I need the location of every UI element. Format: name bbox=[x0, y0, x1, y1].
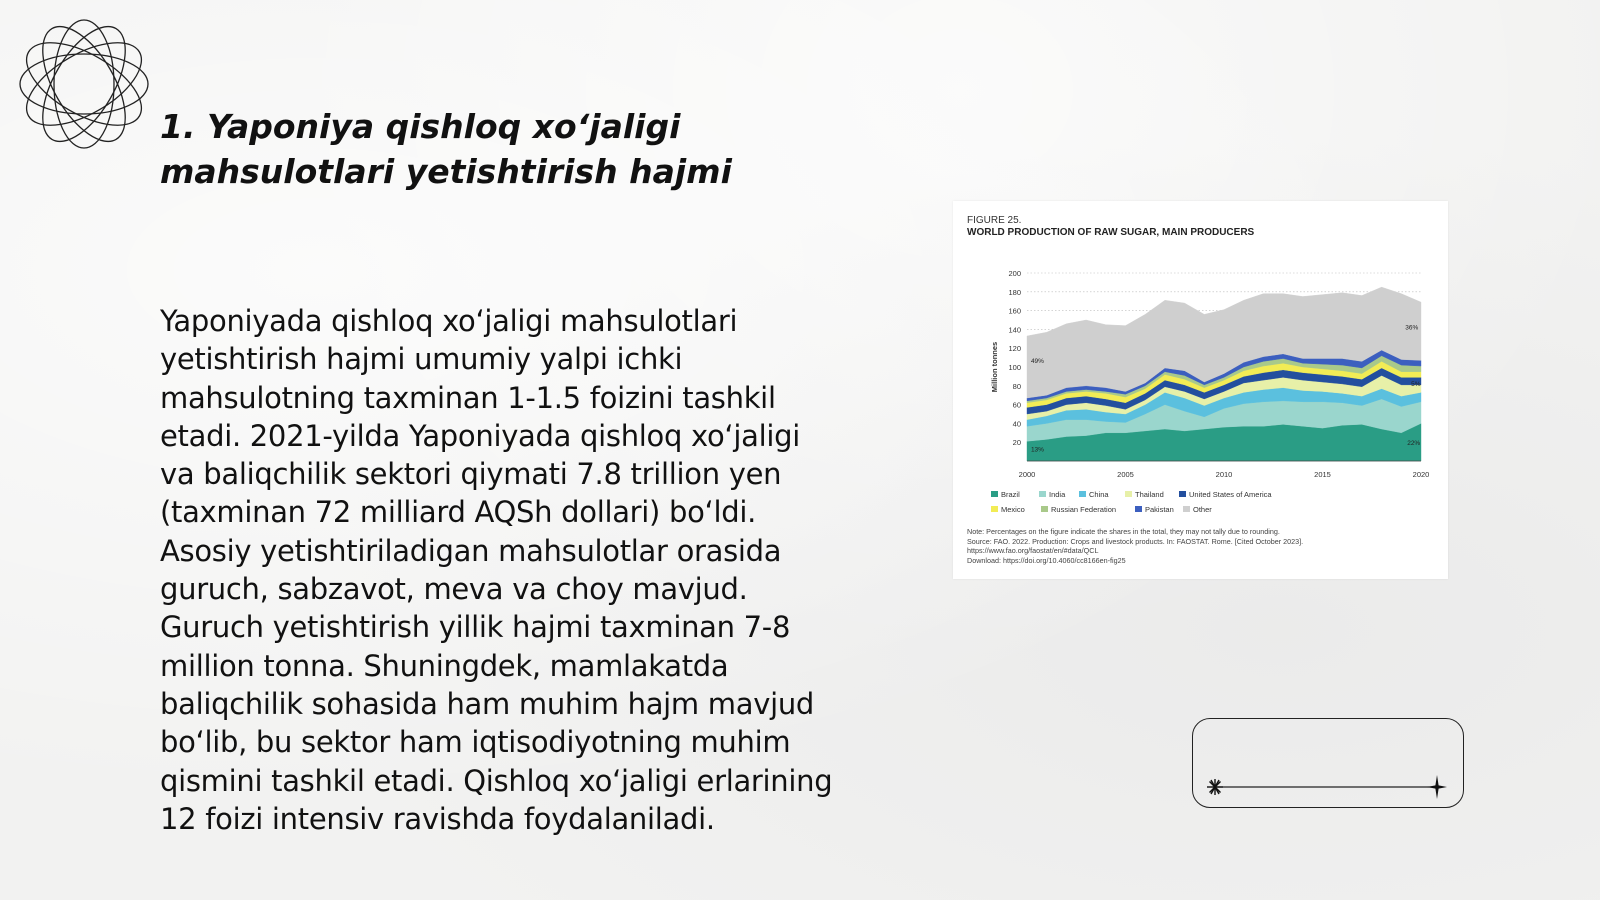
stacked-area-chart bbox=[953, 201, 1448, 531]
circle-rosette-icon bbox=[10, 10, 158, 158]
y-tick-label: 180 bbox=[1008, 287, 1021, 297]
legend-label: Brazil bbox=[1001, 490, 1020, 499]
legend-swatch bbox=[1179, 491, 1186, 497]
y-tick-label: 60 bbox=[1012, 400, 1021, 410]
figure-number: FIGURE 25. bbox=[967, 215, 1022, 226]
figure-note-line: Download: https://doi.org/10.4060/cc8166en-fig25 bbox=[967, 555, 1126, 565]
data-label: 36% bbox=[1405, 324, 1419, 332]
legend-label: Pakistan bbox=[1145, 505, 1174, 514]
y-tick-label: 40 bbox=[1012, 419, 1021, 429]
decorative-pill bbox=[1192, 718, 1464, 808]
figure-note-line: Source: FAO. 2022. Production: Crops and livestock products. In: FAOSTAT. Rome. [Cited October 2023]. bbox=[967, 536, 1304, 546]
y-tick-label: 80 bbox=[1012, 381, 1021, 391]
y-tick-label: 140 bbox=[1008, 325, 1021, 335]
figure-note bbox=[967, 527, 1437, 565]
sparkle-line bbox=[1191, 717, 1463, 807]
x-tick-label: 2015 bbox=[1314, 470, 1331, 479]
legend-swatch bbox=[1183, 506, 1190, 512]
four-point-star-icon bbox=[1427, 775, 1447, 799]
y-axis-label: Million tonnes bbox=[990, 341, 999, 393]
legend-swatch bbox=[1125, 491, 1132, 497]
figure-title: WORLD PRODUCTION OF RAW SUGAR, MAIN PRODUCERS bbox=[967, 227, 1255, 238]
slide-title bbox=[160, 104, 860, 194]
legend-swatch bbox=[1041, 506, 1048, 512]
x-tick-label: 2020 bbox=[1412, 470, 1430, 479]
legend-label: Mexico bbox=[1001, 505, 1025, 514]
legend-label: Thailand bbox=[1135, 490, 1164, 499]
legend-swatch bbox=[1079, 491, 1086, 497]
figure-note-line: https://www.fao.org/faostat/en/#data/QCL bbox=[967, 546, 1099, 556]
y-tick-label: 120 bbox=[1008, 344, 1021, 354]
legend-label: Russian Federation bbox=[1051, 505, 1117, 514]
legend-swatch bbox=[991, 506, 998, 512]
legend-label: United States of America bbox=[1189, 490, 1272, 499]
body-paragraph: Yaponiyada qishloq xo‘jaligi mahsulotlari yetishtirish hajmi umumiy yalpi ichki mahsulotning taxminan 1-1.5 foizini tashkil etadi. 2021-yilda Yaponiyada qishloq xo‘jaligi va baliqchilik sektori qiymati 7.8 trillion yen (taxminan 72 milliard AQSh dollari) bo‘ldi. Asosiy yetishtiriladigan mahsulotlar orasida guruch, sabzavot, meva va choy mavjud. Guruch yetishtirish yillik hajmi taxminan 7-8 million tonna. Shuningdek, mamlakatda baliqchilik sohasida ham muhim hajm mavjud bo‘lib, bu sektor ham iqtisodiyotning muhim qismini tashkil etadi. Qishloq xo‘jaligi erlarining 12 foizi intensiv ravishda foydalaniladi. bbox=[160, 304, 833, 836]
legend-swatch bbox=[1135, 506, 1142, 512]
x-tick-label: 2000 bbox=[1018, 470, 1036, 479]
data-label: 5% bbox=[1411, 380, 1421, 388]
y-tick-label: 160 bbox=[1008, 306, 1021, 316]
figure-card bbox=[953, 201, 1448, 579]
figure-note-line: Note: Percentages on the figure indicate the shares in the total, they may not tally due to rounding. bbox=[967, 527, 1280, 536]
legend-swatch bbox=[991, 491, 998, 497]
y-tick-label: 200 bbox=[1008, 269, 1021, 278]
y-tick-label: 100 bbox=[1008, 363, 1021, 372]
data-label: 13% bbox=[1030, 446, 1044, 454]
x-tick-label: 2010 bbox=[1215, 470, 1233, 479]
legend-label: India bbox=[1049, 490, 1066, 499]
legend-label: China bbox=[1089, 490, 1109, 499]
x-tick-label: 2005 bbox=[1117, 470, 1134, 479]
y-tick-label: 20 bbox=[1012, 438, 1021, 448]
sparkle-icon bbox=[1207, 779, 1223, 795]
slide-title-line2: mahsulotlari yetishtirish hajmi bbox=[160, 152, 732, 191]
legend-label: Other bbox=[1193, 505, 1212, 514]
data-label: 49% bbox=[1030, 358, 1044, 366]
slide-title-line1: 1. Yaponiya qishloq xo‘jaligi bbox=[160, 107, 681, 146]
data-label: 22% bbox=[1407, 440, 1421, 448]
legend-swatch bbox=[1039, 491, 1046, 497]
